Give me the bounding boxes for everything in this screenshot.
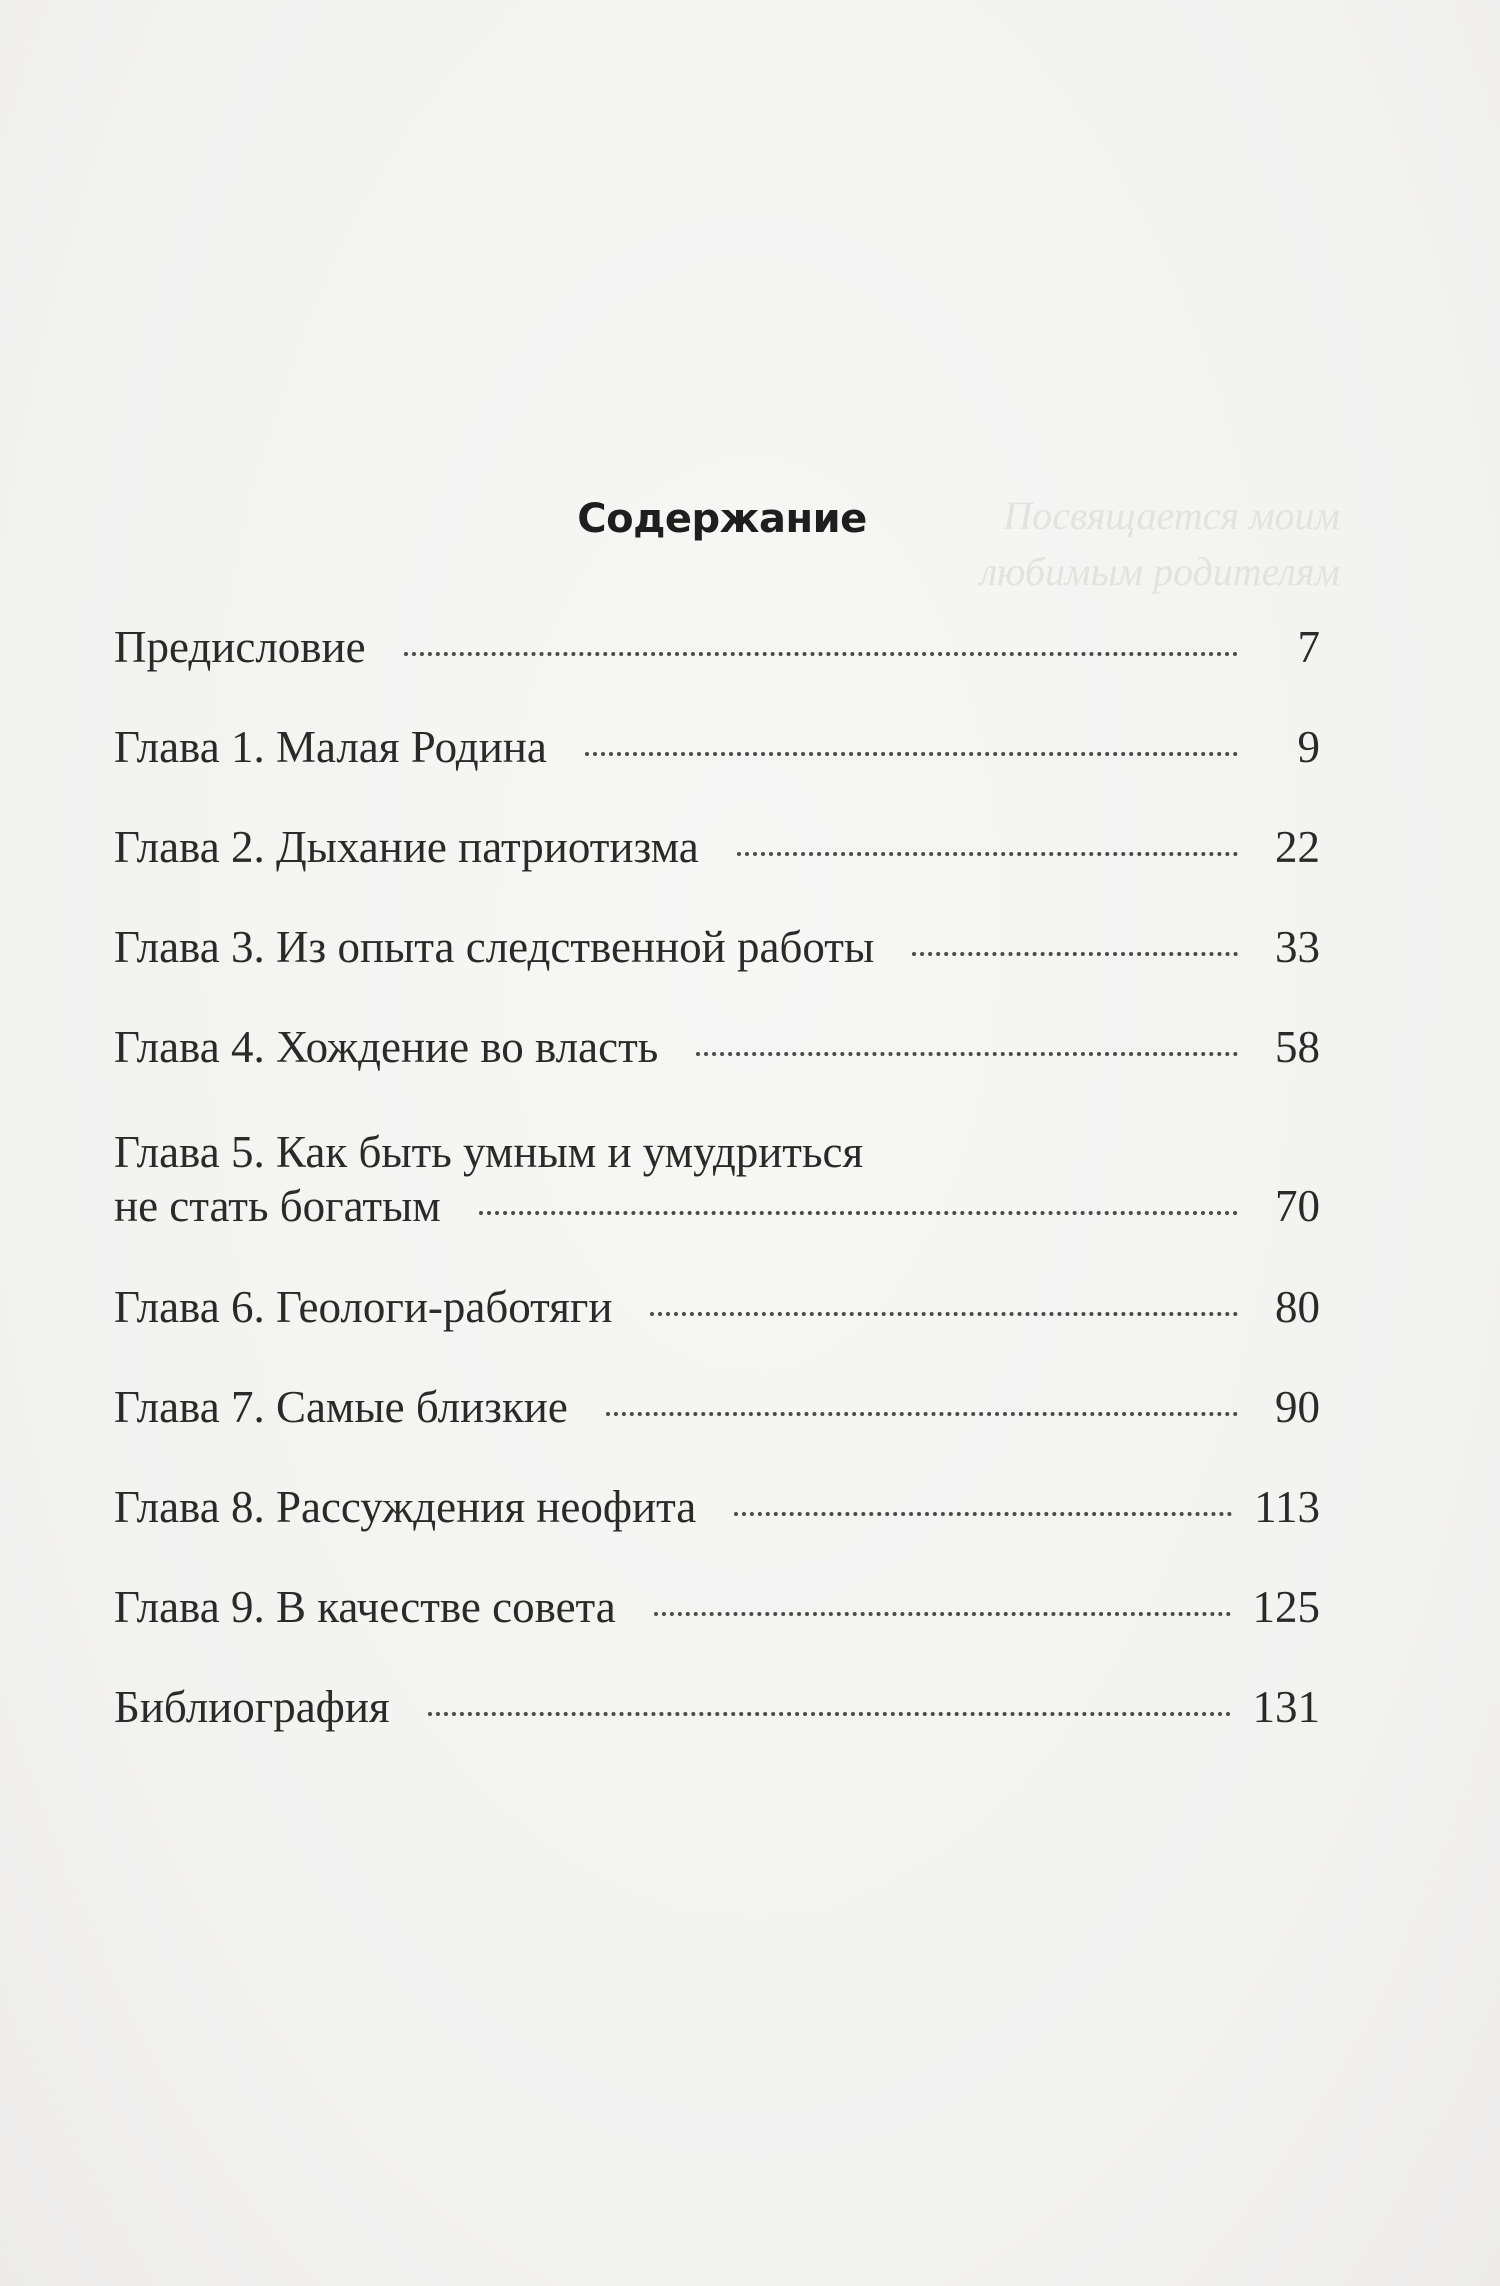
- toc-entry-page: 7: [1297, 622, 1320, 672]
- dot-leader: [606, 1412, 1238, 1416]
- toc-entry-label: Глава 3. Из опыта следственной работы: [114, 922, 875, 972]
- toc-entry-bibliography[interactable]: [114, 1680, 1320, 1734]
- dot-leader: [585, 752, 1238, 756]
- dot-leader: [404, 652, 1238, 656]
- toc-entry-page: 80: [1275, 1282, 1320, 1332]
- toc-entry-preface[interactable]: [114, 620, 1320, 674]
- toc-entry-label: Предисловие: [114, 622, 366, 672]
- toc-entry-chapter-1[interactable]: [114, 720, 1320, 774]
- dot-leader: [734, 1512, 1232, 1516]
- toc-entry-chapter-9[interactable]: [114, 1580, 1320, 1634]
- toc-entry-page: 131: [1252, 1682, 1320, 1732]
- toc-entry-page: 58: [1275, 1022, 1320, 1072]
- page-title: Содержание: [577, 496, 867, 542]
- toc-entry-chapter-4[interactable]: [114, 1020, 1320, 1074]
- toc-entry-page: 125: [1252, 1582, 1320, 1632]
- toc-entry-chapter-6[interactable]: [114, 1280, 1320, 1334]
- toc-entry-page: 9: [1297, 722, 1320, 772]
- toc-entry-page: 70: [1275, 1181, 1320, 1231]
- toc-entry-page: 22: [1275, 822, 1320, 872]
- dot-leader: [737, 852, 1238, 856]
- toc-entry-chapter-5[interactable]: [114, 1125, 1320, 1233]
- dot-leader: [654, 1612, 1231, 1616]
- dedication-line: Посвящается моим: [1003, 493, 1340, 538]
- dedication-line: любимым родителям: [979, 549, 1340, 594]
- toc-entry-label: не стать богатым: [114, 1181, 441, 1231]
- toc-entry-label: Глава 9. В качестве совета: [114, 1582, 616, 1632]
- toc-entry-chapter-7[interactable]: [114, 1380, 1320, 1434]
- dot-leader: [912, 952, 1238, 956]
- toc-entry-label: Глава 7. Самые близкие: [114, 1382, 568, 1432]
- toc-entry-page: 113: [1254, 1482, 1320, 1532]
- dot-leader: [650, 1312, 1238, 1316]
- toc-entry-page: 90: [1275, 1382, 1320, 1432]
- toc-entry-label: Глава 6. Геологи-работяги: [114, 1282, 613, 1332]
- dot-leader: [428, 1712, 1231, 1716]
- toc-entry-label: Библиография: [114, 1682, 390, 1732]
- toc-entry-label: Глава 2. Дыхание патриотизма: [114, 822, 699, 872]
- toc-entry-label: Глава 1. Малая Родина: [114, 722, 547, 772]
- toc-entry-chapter-3[interactable]: [114, 920, 1320, 974]
- toc-entry-label-line-1: Глава 5. Как быть умным и умудриться: [114, 1127, 864, 1177]
- dot-leader: [479, 1211, 1238, 1215]
- toc-entry-page: 33: [1275, 922, 1320, 972]
- toc-entry-chapter-2[interactable]: [114, 820, 1320, 874]
- toc-entry-label: Глава 8. Рассуждения неофита: [114, 1482, 697, 1532]
- toc-entry-chapter-8[interactable]: [114, 1480, 1320, 1534]
- dot-leader: [696, 1052, 1238, 1056]
- toc-entry-label: Глава 4. Хождение во власть: [114, 1022, 659, 1072]
